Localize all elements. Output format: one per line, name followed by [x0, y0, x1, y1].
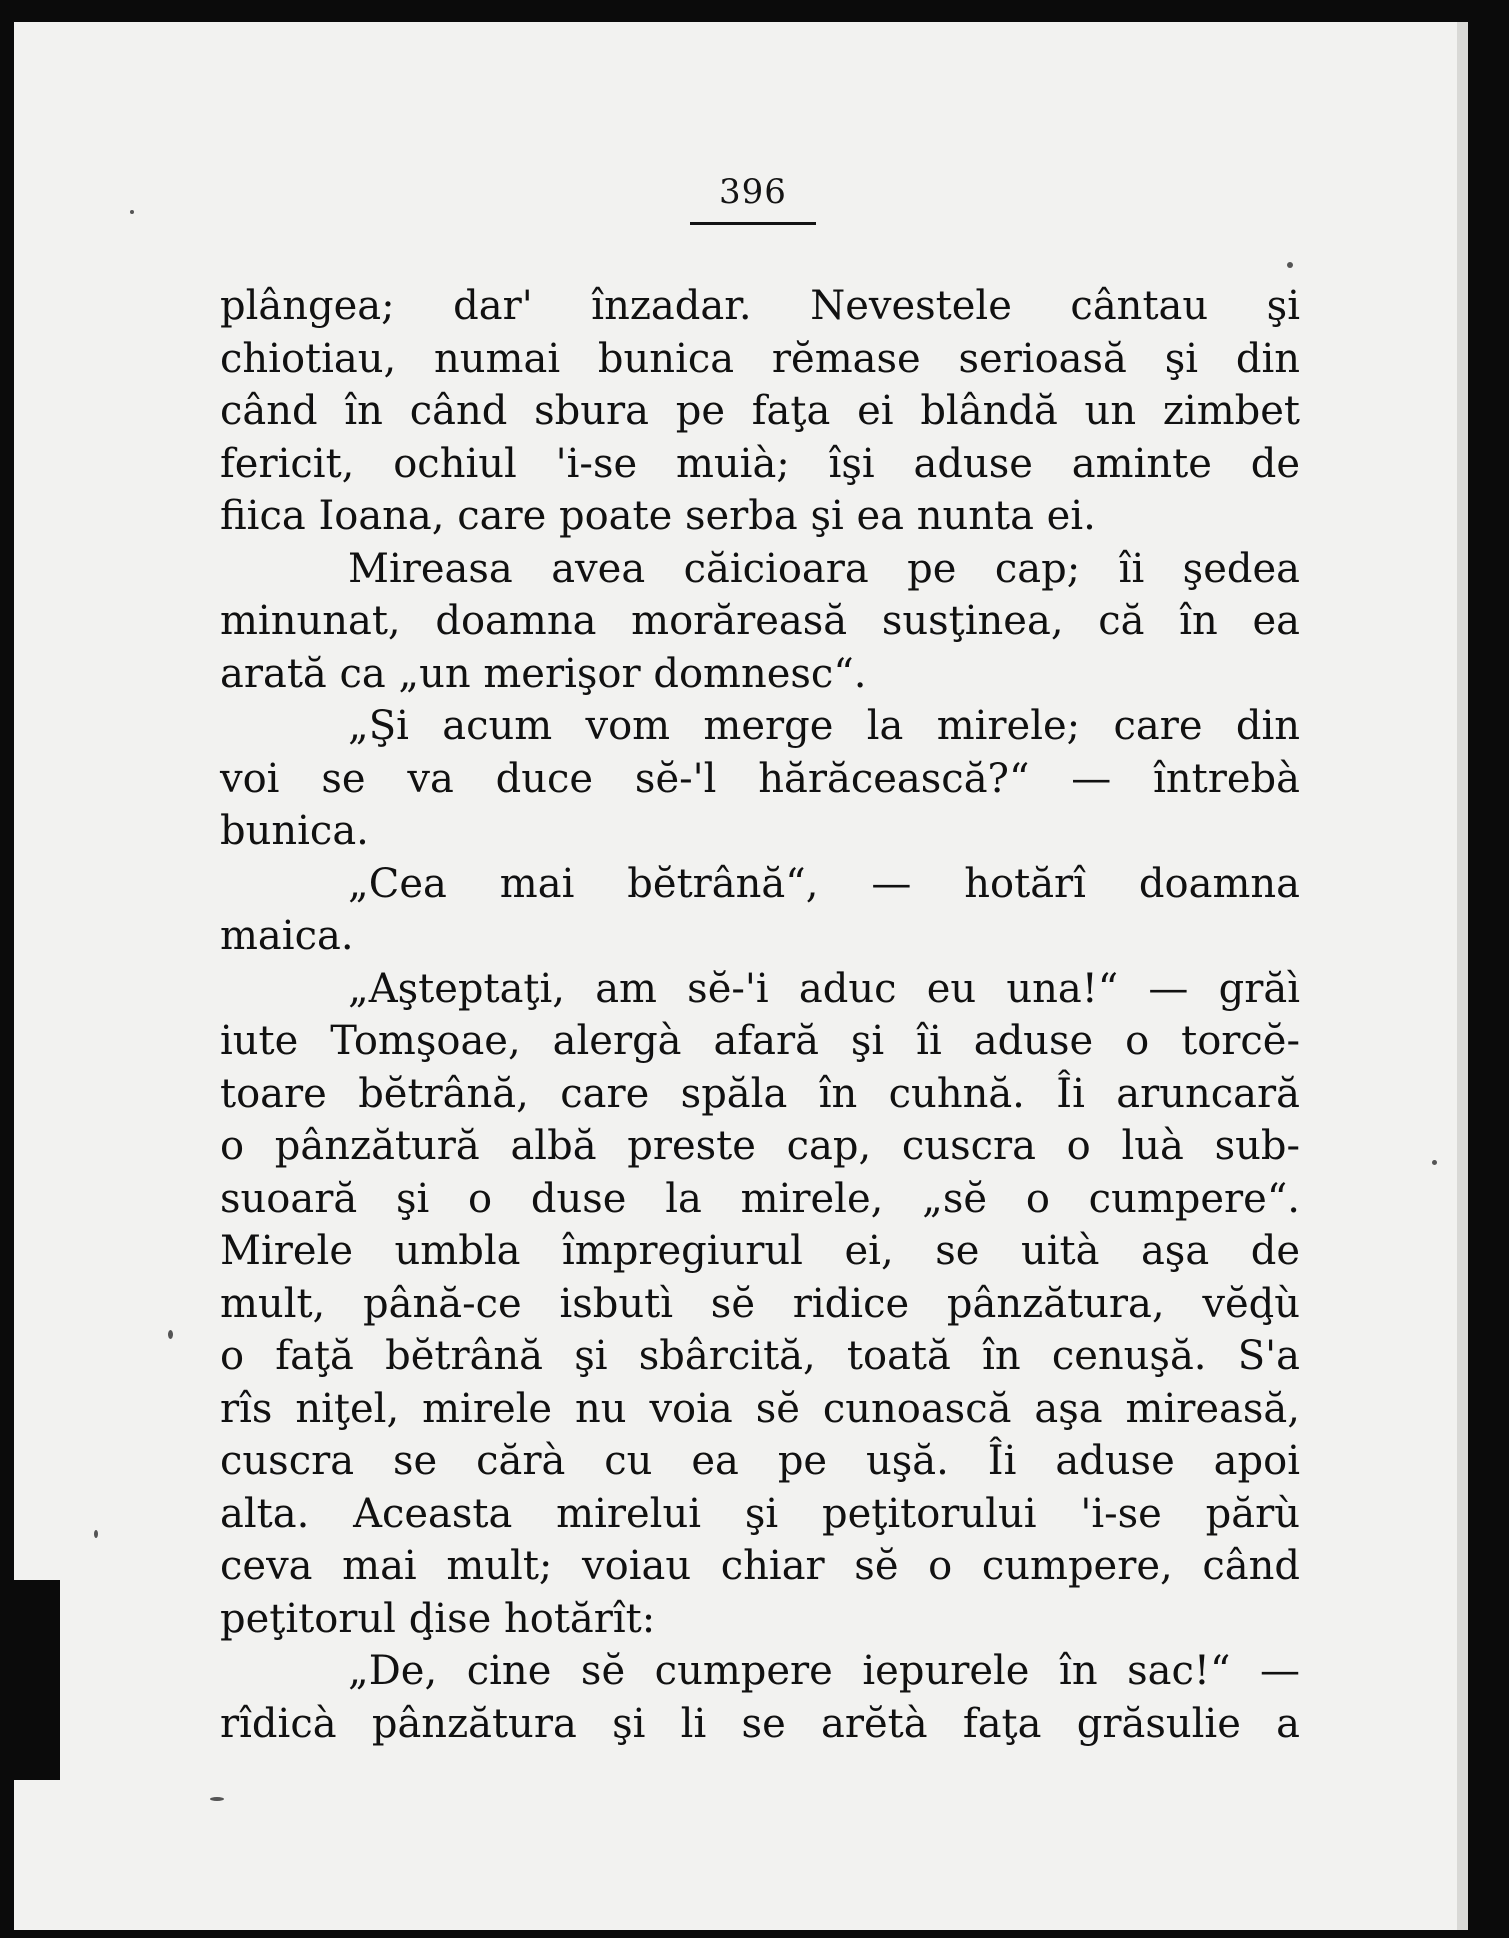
text-line: când în când sbura pe faţa ei blândă un zimbet — [220, 388, 1300, 434]
text-line: arată ca „un merişor domnesc“. — [220, 650, 867, 697]
text-line: bunica. — [220, 808, 369, 854]
scan-speck — [1432, 1160, 1437, 1165]
text-line: iute Tomşoae, alergà afară şi îi aduse o torcĕ- — [220, 1018, 1300, 1064]
body-text — [220, 280, 1300, 1750]
text-line: fiica Ioana, care poate serba şi ea nunta ei. — [220, 493, 1096, 539]
text-line: toare bĕtrână, care spăla în cuhnă. Îi aruncară — [220, 1070, 1300, 1117]
text-line: „De, cine sĕ cumpere iepurele în sac!“ — — [348, 1648, 1300, 1694]
text-line: rîdicà pânzătura şi li se arĕtà faţa grăsulie a — [220, 1700, 1300, 1747]
text-line: o faţă bĕtrână şi sbârcită, toată în cenuşă. S'a — [220, 1333, 1300, 1379]
text-line: minunat, doamna morăreasă susţinea, că în ea — [220, 598, 1300, 644]
scan-speck — [1287, 262, 1293, 268]
text-line: „Cea mai bĕtrână“, — hotărî doamna — [348, 860, 1300, 907]
text-line: peţitorul ḑise hotărît: — [220, 1595, 656, 1642]
text-line: Mirele umbla împregiurul ei, se uità aşa de — [220, 1228, 1300, 1274]
scan-speck — [168, 1330, 173, 1339]
scan-border-left — [0, 1580, 60, 1780]
text-line: maica. — [220, 913, 354, 959]
scan-speck — [210, 1797, 224, 1801]
page-number: 396 — [719, 172, 787, 212]
text-line: Mireasa avea căicioara pe cap; îi şedea — [348, 545, 1300, 592]
text-line: mult, până-ce isbutì sĕ ridice pânzătura, vĕḑù — [220, 1280, 1300, 1327]
text-line: chiotiau, numai bunica rĕmase serioasă şi din — [220, 335, 1300, 382]
text-line: suoară şi o duse la mirele, „sĕ o cumpere“. — [220, 1175, 1300, 1222]
text-line: „Şi acum vom merge la mirele; care din — [348, 703, 1300, 749]
text-line: ceva mai mult; voiau chiar sĕ o cumpere, când — [220, 1543, 1300, 1589]
text-line: voi se va duce sĕ-'l hărăcească?“ — întrebà — [220, 755, 1300, 802]
text-line: cuscra se cărà cu ea pe uşă. Îi aduse apoi — [220, 1438, 1300, 1484]
scan-border-right — [1468, 20, 1509, 1938]
text-line: plângea; dar' înzadar. Nevestele cântau şi — [220, 283, 1300, 329]
page-edge — [1457, 22, 1468, 1930]
text-line: alta. Aceasta mirelui şi peţitorului 'i-se părù — [220, 1490, 1300, 1537]
text-line: rîs niţel, mirele nu voia sĕ cunoască aşa mireasă, — [220, 1385, 1300, 1432]
scan-speck — [130, 210, 134, 214]
scan-speck — [94, 1530, 98, 1538]
text-line: o pânzătură albă preste cap, cuscra o luà sub- — [220, 1123, 1300, 1169]
page-number-rule — [690, 222, 816, 225]
text-line: „Aşteptaţi, am sĕ-'i aduc eu una!“ — grăì — [348, 965, 1300, 1012]
text-line: fericit, ochiul 'i-se muià; îşi aduse aminte de — [220, 440, 1300, 487]
